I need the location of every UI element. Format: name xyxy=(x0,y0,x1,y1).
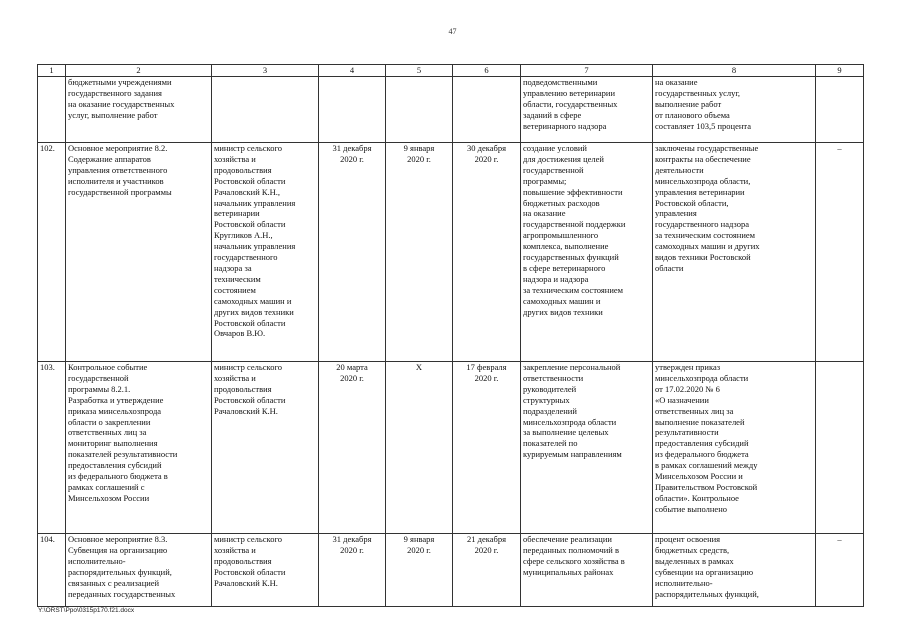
end-date-cell: 17 февраля 2020 г. xyxy=(453,362,521,534)
event-cell: Основное мероприятие 8.2. Содержание аппаратов управления ответственного исполнителя и участников государственной программы xyxy=(66,143,212,362)
end-date-cell: 30 декабря 2020 г. xyxy=(453,143,521,362)
fact-cell: заключены государственные контракты на обеспечение деятельности минсельхозпрода области, управления ветеринарии Ростовской области, управления государственного надзора за техническим состоянием самоходных машин и других видов техники Ростовской области xyxy=(653,143,816,362)
report-table xyxy=(37,64,864,607)
row-number: 104. xyxy=(38,534,66,607)
row-number xyxy=(38,77,66,143)
column-number: 4 xyxy=(319,65,386,77)
result-cell: закрепление персональной ответственности руководителей структурных подразделений минсельхозпрода области за выполнение целевых показателей по курируемым направлениям xyxy=(521,362,653,534)
end-date-cell: 21 декабря 2020 г. xyxy=(453,534,521,607)
column-number: 3 xyxy=(212,65,319,77)
row-number: 102. xyxy=(38,143,66,362)
responsible-cell xyxy=(212,77,319,143)
table-row xyxy=(38,534,864,607)
event-cell: Основное мероприятие 8.3. Субвенция на организацию исполнительно- распорядительных функций, связанных с реализацией переданных государственных xyxy=(66,534,212,607)
result-cell: подведомственными управлению ветеринарии области, государственных заданий в сфере ветеринарного надзора xyxy=(521,77,653,143)
responsible-cell: министр сельского хозяйства и продовольствия Ростовской области Рачаловский К.Н., начальник управления ветеринарии Ростовской области Кругликов А.Н., начальник управления государственного надзора за техническим состоянием самоходных машин и других видов техники Ростовской области Овчаров В.Ю. xyxy=(212,143,319,362)
planned-date-cell: 20 марта 2020 г. xyxy=(319,362,386,534)
result-cell: создание условий для достижения целей государственной программы; повышение эффективности бюджетных расходов на оказание государственной поддержки агропромышленного комплекса, выполнение государственных функций в сфере ветеринарного надзора и надзора за техническим состоянием самоходных машин и других видов техники xyxy=(521,143,653,362)
event-cell: Контрольное событие государственной программы 8.2.1. Разработка и утверждение приказа минсельхозпрода области о закреплении ответственных лиц за мониторинг выполнения показателей результативности предоставления субсидий из федерального бюджета в рамках соглашений с Минсельхозом России xyxy=(66,362,212,534)
footer-file-path: Y:\ORST\Ppo\0315p170.f21.docx xyxy=(38,607,135,614)
page-number: 47 xyxy=(448,27,457,36)
event-cell: бюджетными учреждениями государственного задания на оказание государственных услуг, выполнение работ xyxy=(66,77,212,143)
end-date-cell xyxy=(453,77,521,143)
table-row xyxy=(38,362,864,534)
responsible-cell: министр сельского хозяйства и продовольствия Ростовской области Рачаловский К.Н. xyxy=(212,534,319,607)
responsible-cell: министр сельского хозяйства и продовольствия Ростовской области Рачаловский К.Н. xyxy=(212,362,319,534)
column-number: 5 xyxy=(386,65,453,77)
table-row xyxy=(38,77,864,143)
column-number: 2 xyxy=(66,65,212,77)
fact-cell: на оказание государственных услуг, выполнение работ от планового объема составляет 103,5 процента xyxy=(653,77,816,143)
fact-cell: процент освоения бюджетных средств, выделенных в рамках субвенции на организацию исполнительно- распорядительных функций, xyxy=(653,534,816,607)
planned-date-cell: 31 декабря 2020 г. xyxy=(319,534,386,607)
column-number: 9 xyxy=(816,65,864,77)
note-cell xyxy=(816,362,864,534)
note-cell: – xyxy=(816,143,864,362)
row-number: 103. xyxy=(38,362,66,534)
start-date-cell xyxy=(386,77,453,143)
start-date-cell: 9 января 2020 г. xyxy=(386,534,453,607)
column-number: 6 xyxy=(453,65,521,77)
fact-cell: утвержден приказ минсельхозпрода области от 17.02.2020 № 6 «О назначении ответственных лиц за выполнение показателей результативности предоставления субсидий из федерального бюджета в рамках соглашений между Минсельхозом России и Правительством Ростовской области». Контрольное событие выполнено xyxy=(653,362,816,534)
planned-date-cell xyxy=(319,77,386,143)
column-number: 8 xyxy=(653,65,816,77)
column-number-row xyxy=(38,65,864,77)
result-cell: обеспечение реализации переданных полномочий в сфере сельского хозяйства в муниципальных районах xyxy=(521,534,653,607)
table-row xyxy=(38,143,864,362)
column-number: 1 xyxy=(38,65,66,77)
column-number: 7 xyxy=(521,65,653,77)
note-cell: – xyxy=(816,534,864,607)
start-date-cell: Х xyxy=(386,362,453,534)
start-date-cell: 9 января 2020 г. xyxy=(386,143,453,362)
planned-date-cell: 31 декабря 2020 г. xyxy=(319,143,386,362)
note-cell xyxy=(816,77,864,143)
